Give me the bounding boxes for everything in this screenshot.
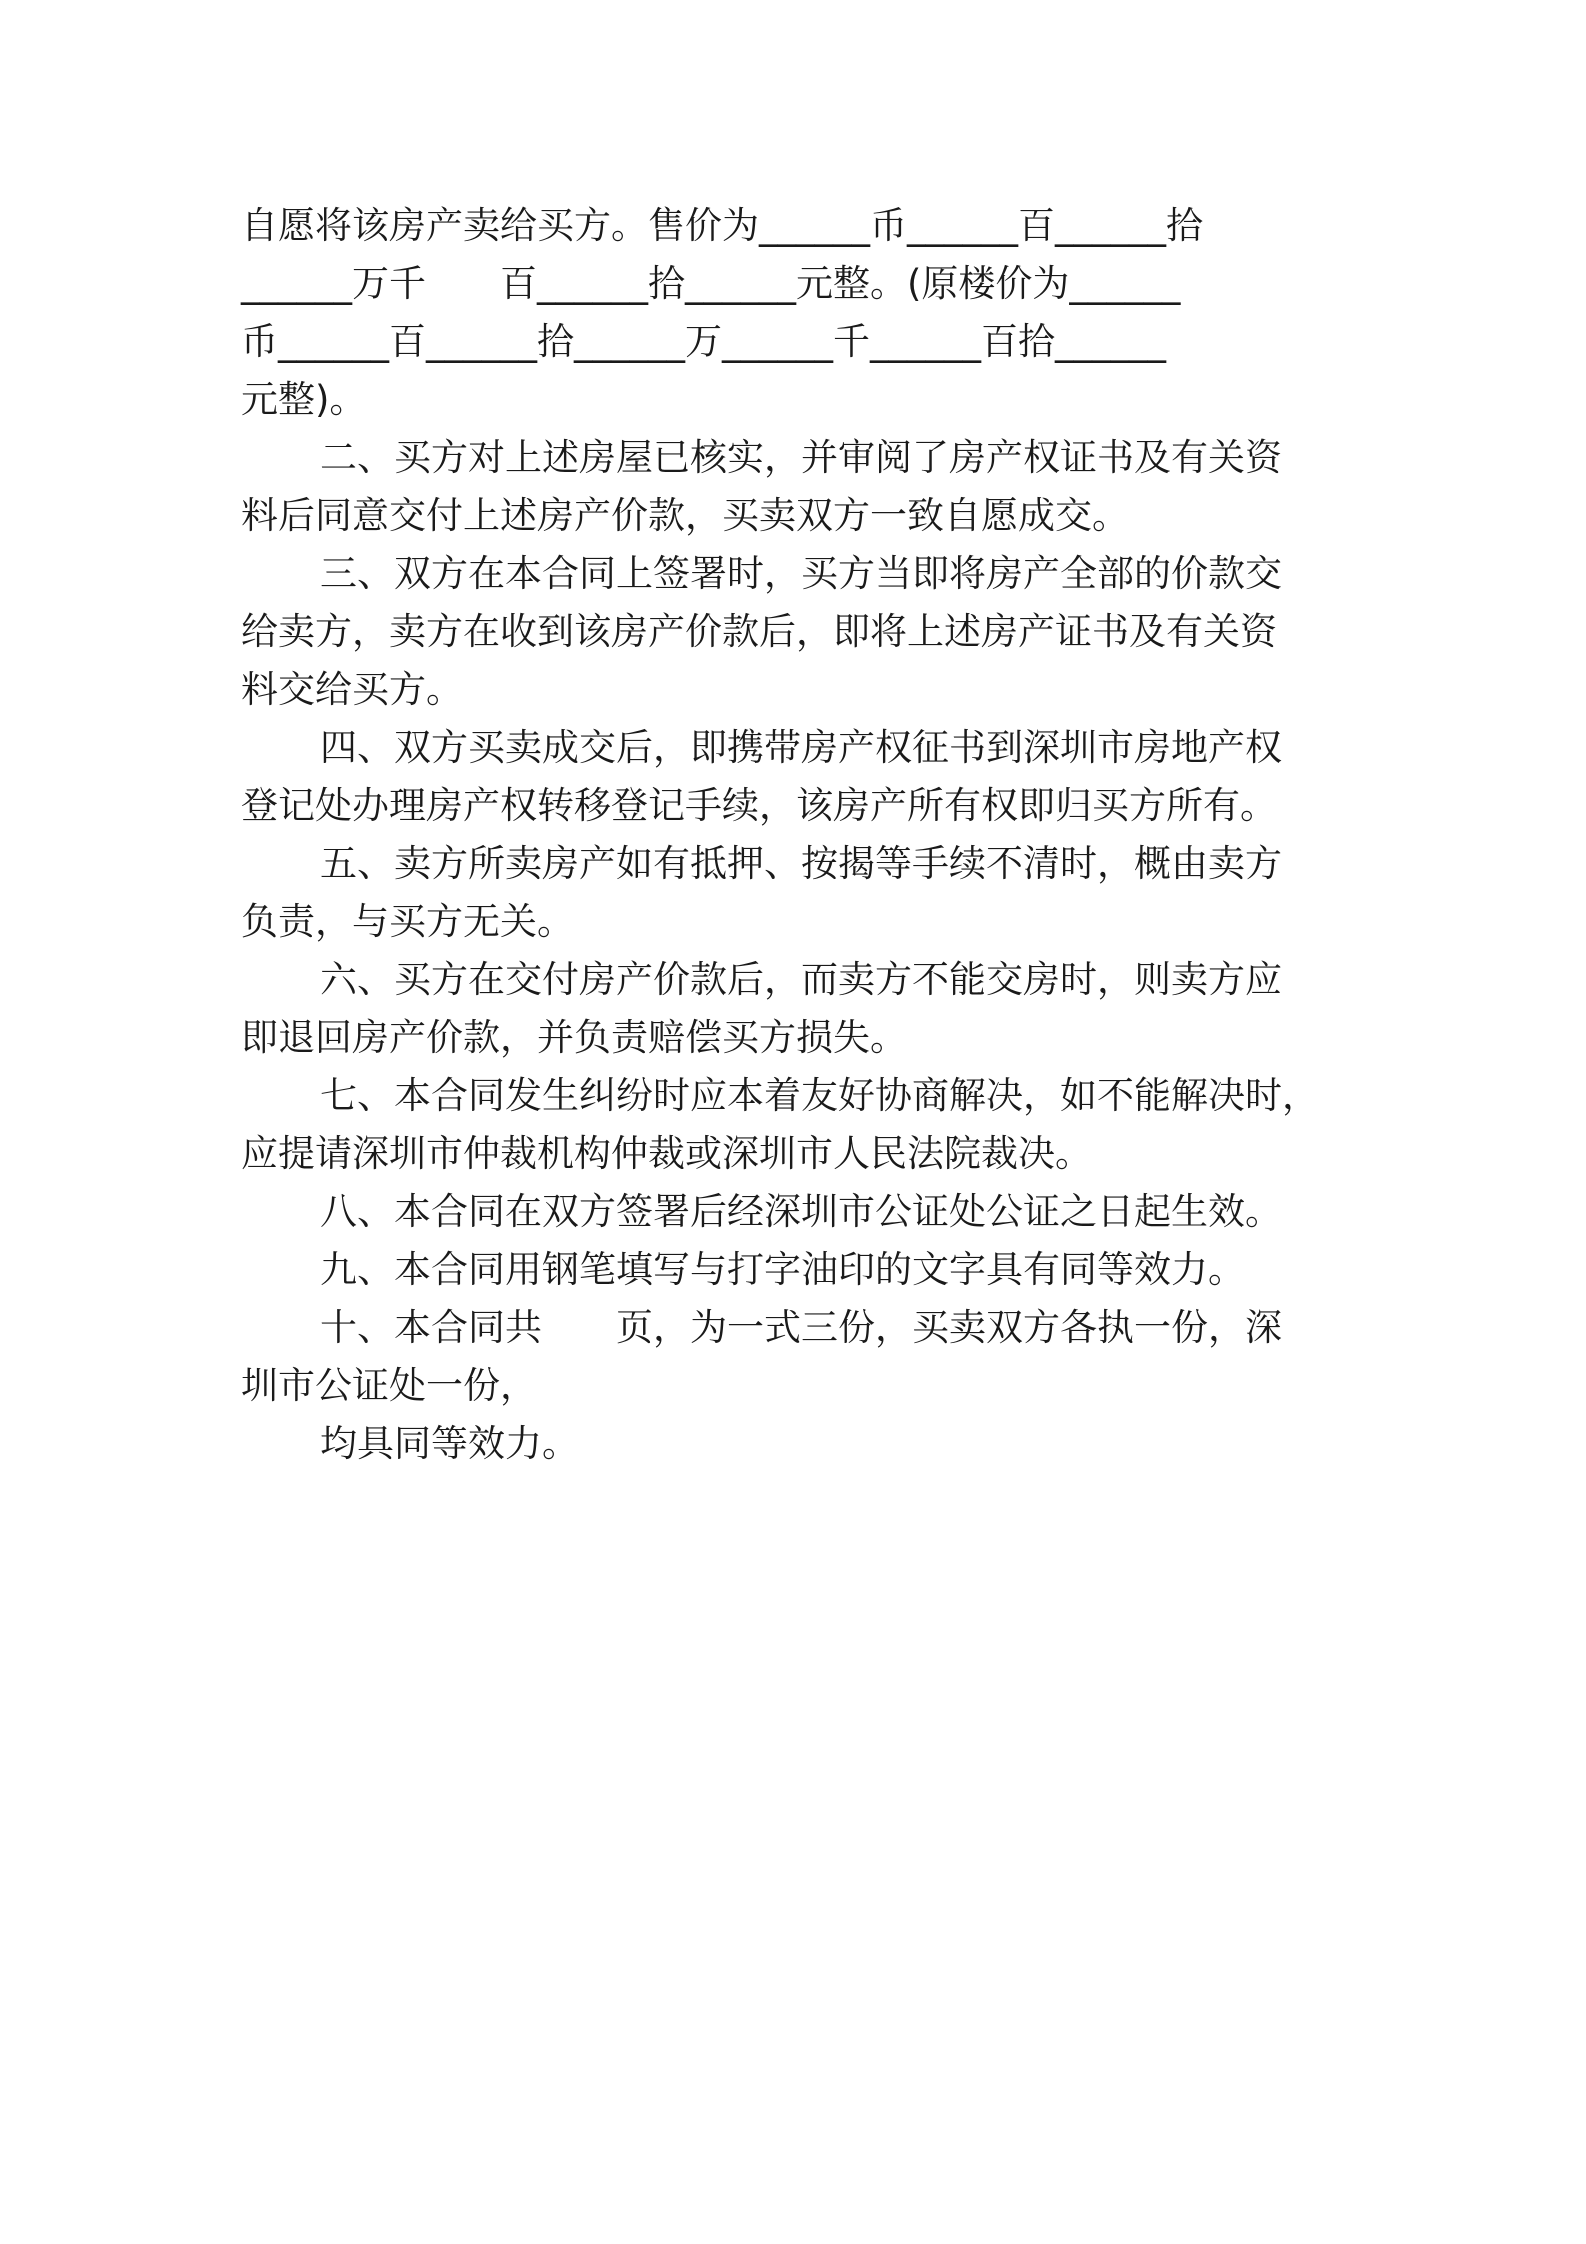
- text-line: 自愿将该房产卖给买方。售价为______币______百______拾: [241, 204, 1203, 247]
- text-line: 负责，与买方无关。: [241, 900, 574, 943]
- text-line: 即退回房产价款，并负责赔偿买方损失。: [241, 1016, 907, 1059]
- clause-9: 九、本合同用钢笔填写与打字油印的文字具有同等效力。: [320, 1248, 1245, 1291]
- text-line: 元整)。: [241, 378, 367, 421]
- text-line: 登记处办理房产权转移登记手续，该房产所有权即归买方所有。: [241, 784, 1277, 827]
- text-line-closing: 均具同等效力。: [320, 1422, 579, 1465]
- clause-8: 八、本合同在双方签署后经深圳市公证处公证之日起生效。: [320, 1190, 1282, 1233]
- clause-5-start: 五、卖方所卖房产如有抵押、按揭等手续不清时，概由卖方: [320, 842, 1282, 885]
- text-line: 应提请深圳市仲裁机构仲裁或深圳市人民法院裁决。: [241, 1132, 1092, 1175]
- text-line: ______万千 百______拾______元整。(原楼价为______: [241, 262, 1181, 305]
- clause-10-start: 十、本合同共 页，为一式三份，买卖双方各执一份，深: [320, 1306, 1282, 1349]
- clause-7-start: 七、本合同发生纠纷时应本着友好协商解决，如不能解决时，: [320, 1074, 1319, 1117]
- clause-6-start: 六、买方在交付房产价款后，而卖方不能交房时，则卖方应: [320, 958, 1282, 1001]
- text-line: 料交给买方。: [241, 668, 463, 711]
- text-line: 币______百______拾______万______千______百拾______: [241, 320, 1166, 363]
- clause-4-start: 四、双方买卖成交后，即携带房产权征书到深圳市房地产权: [320, 726, 1282, 769]
- text-line: 圳市公证处一份，: [241, 1364, 537, 1407]
- clause-3-start: 三、双方在本合同上签署时，买方当即将房产全部的价款交: [320, 552, 1282, 595]
- text-line: 给卖方，卖方在收到该房产价款后，即将上述房产证书及有关资: [241, 610, 1277, 653]
- clause-2-start: 二、买方对上述房屋已核实，并审阅了房产权证书及有关资: [320, 436, 1282, 479]
- text-line: 料后同意交付上述房产价款，买卖双方一致自愿成交。: [241, 494, 1129, 537]
